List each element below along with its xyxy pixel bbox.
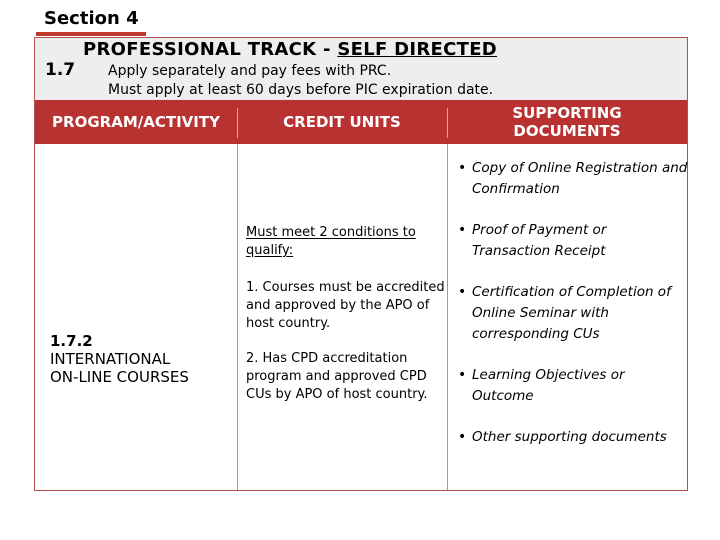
intro-line-2: Must apply at least 60 days before PIC expiration date. [108, 82, 494, 98]
document-text: Proof of Payment or Transaction Receipt [472, 222, 607, 259]
program-cell [50, 332, 220, 386]
intro-panel [35, 38, 687, 100]
credit-condition-1: 1. Courses must be accredited and approved by the APO of host country. [246, 280, 445, 331]
credit-condition-2: 2. Has CPD accreditation program and approved CPD CUs by APO of host country. [246, 351, 428, 402]
track-title [83, 39, 497, 60]
bullet-icon: • [458, 222, 467, 238]
header-program: PROGRAM/ACTIVITY [52, 113, 220, 131]
document-item [458, 282, 688, 345]
document-item [458, 427, 688, 448]
document-text: Learning Objectives or Outcome [472, 367, 625, 404]
bullet-icon: • [458, 284, 467, 300]
intro-line-1: Apply separately and pay fees with PRC. [108, 63, 392, 79]
track-title-prefix: PROFESSIONAL TRACK - [83, 39, 338, 60]
header-credit: CREDIT UNITS [283, 113, 401, 131]
credit-heading: Must meet 2 conditions to qualify: [246, 225, 416, 258]
column-divider [237, 144, 238, 490]
bullet-icon: • [458, 429, 467, 445]
document-item [458, 158, 688, 200]
document-item [458, 365, 688, 407]
document-text: Copy of Online Registration and Confirmation [472, 160, 688, 197]
program-name-line2: ON-LINE COURSES [50, 368, 189, 386]
bullet-icon: • [458, 367, 467, 383]
track-title-underlined: SELF DIRECTED [337, 39, 498, 60]
bullet-icon: • [458, 160, 467, 176]
document-text: Certification of Completion of Online Seminar with corresponding CUs [472, 284, 671, 342]
section-underline [36, 32, 146, 36]
document-text: Other supporting documents [472, 429, 667, 445]
section-label: Section 4 [44, 8, 139, 29]
table-header [35, 100, 687, 144]
header-docs-line1: SUPPORTING [512, 104, 622, 122]
item-number: 1.7 [45, 60, 76, 80]
header-docs [447, 100, 687, 144]
document-item [458, 220, 688, 262]
program-code: 1.7.2 [50, 332, 93, 350]
header-docs-line2: DOCUMENTS [513, 122, 621, 140]
program-name-line1: INTERNATIONAL [50, 350, 171, 368]
